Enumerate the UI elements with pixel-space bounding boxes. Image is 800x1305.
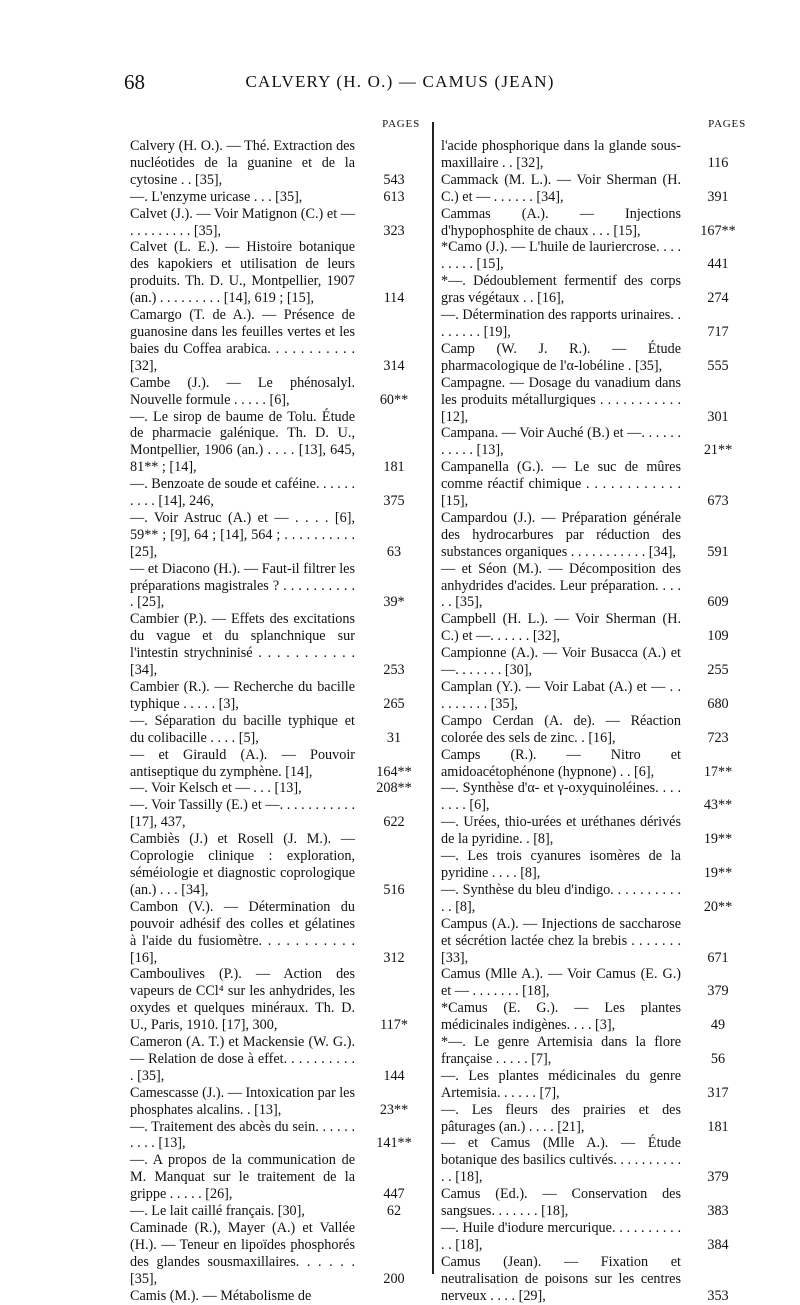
index-entry [441, 1135, 746, 1186]
index-entry [441, 206, 746, 240]
entry-page: 200 [383, 1270, 405, 1287]
entry-text: Camboulives (P.). — Action des vapeurs de CCl⁴ sur les anhydrides, les oxydes et quelques minéraux. Th. D. U., Paris, 1910. [17], 300, [130, 966, 355, 1034]
entry-text: Cambiès (J.) et Rosell (J. M.). — Coprologie clinique : exploration, séméiologie et diagnostic coprologique (an.) . . . [34], [130, 831, 355, 898]
entry-text: *Camo (J.). — L'huile de lauriercrose. . . . . . . . . [15], [441, 239, 681, 273]
index-entry [130, 1034, 420, 1085]
index-entry [441, 1068, 746, 1102]
entry-page: 613 [383, 188, 405, 205]
entry-page: 23** [379, 1101, 409, 1118]
pages-header [441, 118, 746, 138]
index-entry [130, 966, 420, 1034]
entry-text: Calvery (H. O.). — Thé. Extraction des nucléotides de la guanine et de la cytosine . . [35], [130, 138, 355, 188]
index-entry [441, 679, 746, 713]
index-entry [441, 561, 746, 612]
entry-text: Campus (A.). — Injections de saccharose et sécrétion lactée chez la brebis . . . . . . . [33], [441, 915, 681, 966]
index-entry [130, 138, 420, 189]
entry-page: 109 [707, 628, 729, 645]
entry-page: 141** [376, 1135, 412, 1152]
entry-page: 117* [380, 1017, 408, 1034]
index-entry [130, 831, 420, 899]
entry-text: — et Diacono (H.). — Faut-il filtrer les préparations magistrales ? . . . . . . . . . . . [25], [130, 560, 355, 611]
index-entry [130, 307, 420, 375]
index-entry [441, 307, 746, 341]
entry-page: 62 [386, 1203, 402, 1220]
index-entry [441, 138, 746, 172]
index-entry [441, 1254, 746, 1305]
entry-text: —. A propos de la communication de M. Manquat sur le traitement de la grippe . . . . . [26], [130, 1152, 355, 1203]
entry-page: 516 [383, 881, 405, 898]
entry-text: Cambier (R.). — Recherche du bacille typhique . . . . . [3], [130, 679, 355, 712]
index-entry [130, 510, 420, 561]
index-entry [130, 797, 420, 831]
index-entry [130, 239, 420, 307]
entry-text: Camp (W. J. R.). — Étude pharmacologique de l'α-lobéline . [35], [441, 340, 681, 374]
entry-text: —. Benzoate de soude et caféine. . . . . . . . . . [14], 246, [130, 476, 355, 510]
entry-page: 379 [707, 983, 729, 1000]
entry-text: —. Détermination des rapports urinaires. . . . . . . . [19], [441, 307, 681, 340]
index-entry [441, 239, 746, 273]
entry-page: 314 [383, 357, 405, 374]
entry-text: —. Séparation du bacille typhique et du colibacille . . . . [5], [130, 712, 355, 746]
entry-page: 56 [710, 1050, 726, 1067]
entry-text: Campardou (J.). — Préparation générale des hydrocarbures par réduction des substances organiques . . . . . . . . . . . [34], [441, 509, 681, 560]
entry-text: —. Traitement des abcès du sein. . . . . . . . . . [13], [130, 1118, 355, 1152]
entry-page: 379 [707, 1169, 729, 1186]
index-entry [130, 611, 420, 679]
entry-text: —. Voir Kelsch et — . . . [13], [130, 780, 302, 797]
entry-page: 274 [707, 290, 729, 307]
entry-text: Calvet (L. E.). — Histoire botanique des kapokiers et utilisation de leurs produits. Th. D. U., Montpellier, 1907 (an.) . . . . . . . . . [14], 619 ; [15], [130, 239, 355, 307]
entry-text: Camps (R.). — Nitro et amidoacétophénone (hypnone) . . [6], [441, 746, 681, 780]
entry-page: 43** [703, 797, 733, 814]
entry-text: Caminade (R.), Mayer (A.) et Vallée (H.). — Teneur en lipoïdes phosphorés des glandes sousmaxillaires. . . . . . [35], [130, 1220, 355, 1287]
entry-page: 555 [707, 357, 729, 374]
index-entry [130, 1203, 420, 1220]
left-column [130, 118, 420, 1305]
entry-page: 265 [383, 695, 405, 712]
entry-page: 167** [700, 222, 736, 239]
entry-text: —. Voir Astruc (A.) et — . . . . [6], 59** ; [9], 64 ; [14], 564 ; . . . . . . . . . . [25], [130, 509, 355, 560]
entry-text: Campbell (H. L.). — Voir Sherman (H. C.) et —. . . . . . [32], [441, 611, 681, 645]
entry-text: —. Huile d'iodure mercurique. . . . . . . . . . . . [18], [441, 1220, 681, 1253]
index-entry [441, 882, 746, 916]
entry-text: Cammas (A.). — Injections d'hypophosphite de chaux . . . [15], [441, 205, 681, 239]
running-head: CALVERY (H. O.) — CAMUS (JEAN) [245, 72, 555, 91]
entry-page: 723 [707, 729, 729, 746]
entry-page: 673 [707, 493, 729, 510]
entry-text: Cammack (M. L.). — Voir Sherman (H. C.) et — . . . . . . [34], [441, 171, 681, 205]
entry-page: 60** [379, 391, 409, 408]
index-entry [130, 899, 420, 967]
index-entry [130, 206, 420, 240]
entry-text: Campanella (G.). — Le suc de mûres comme réactif chimique . . . . . . . . . . . . [15], [441, 459, 681, 510]
entry-text: Campagne. — Dosage du vanadium dans les produits métallurgiques . . . . . . . . . . . [12], [441, 374, 681, 425]
entry-page: 383 [707, 1203, 729, 1220]
entry-text: *—. Le genre Artemisia dans la flore française . . . . . [7], [441, 1034, 681, 1067]
entry-page: 63 [386, 543, 402, 560]
index-entry [441, 425, 746, 459]
entry-page: 717 [707, 323, 729, 340]
index-entry [441, 848, 746, 882]
entry-page: 391 [707, 188, 729, 205]
entry-text: —. Synthèse du bleu d'indigo. . . . . . . . . . . . [8], [441, 881, 681, 915]
index-entry [441, 966, 746, 1000]
entry-page: 144 [383, 1067, 405, 1084]
entry-text: Campionne (A.). — Voir Busacca (A.) et —. . . . . . . [30], [441, 645, 681, 679]
index-entry [130, 747, 420, 781]
entry-page: 181 [383, 459, 405, 476]
index-entry [441, 1220, 746, 1254]
index-entry [130, 1119, 420, 1153]
index-entry [441, 341, 746, 375]
entry-text: —. Les fleurs des prairies et des pâturages (an.) . . . . [21], [441, 1101, 681, 1135]
pages-label: PAGES [708, 118, 746, 130]
index-entry [130, 713, 420, 747]
entry-page: 317 [707, 1084, 729, 1101]
entry-page: 301 [707, 408, 729, 425]
entry-text: Camis (M.). — Métabolisme de [130, 1287, 312, 1304]
entry-text: —. Voir Tassilly (E.) et —. . . . . . . . . . . [17], 437, [130, 797, 355, 831]
entry-page: 114 [383, 290, 405, 307]
entry-text: Camus (Mlle A.). — Voir Camus (E. G.) et — . . . . . . . [18], [441, 966, 681, 1000]
entry-page: 680 [707, 695, 729, 712]
entry-text: Cambier (P.). — Effets des excitations du vague et du splanchnique sur l'intestin strychninisé . . . . . . . . . . . [34], [130, 611, 355, 679]
index-entry [130, 476, 420, 510]
entry-text: Campana. — Voir Auché (B.) et —. . . . . . . . . . . [13], [441, 425, 681, 459]
index-entry [441, 375, 746, 426]
entry-text: *—. Dédoublement fermentif des corps gras végétaux . . [16], [441, 273, 681, 307]
entry-page: 31 [386, 729, 402, 746]
entry-text: Camargo (T. de A.). — Présence de guanosine dans les feuilles vertes et les baies du Coffea arabica. . . . . . . . . . . [32], [130, 307, 355, 374]
entry-page: 312 [383, 949, 405, 966]
entry-page: 609 [707, 594, 729, 611]
entry-text: Camus (Jean). — Fixation et neutralisation de poisons sur les centres nerveux . . . . [29], [441, 1253, 681, 1304]
index-entry [441, 814, 746, 848]
index-entry [130, 561, 420, 612]
index-entry [441, 459, 746, 510]
entry-text: l'acide phosphorique dans la glande sous-maxillaire . . [32], [441, 138, 681, 171]
entry-page: 181 [707, 1118, 729, 1135]
index-entry [130, 1085, 420, 1119]
entry-text: *Camus (E. G.). — Les plantes médicinales indigènes. . . . [3], [441, 1000, 681, 1034]
entry-page: 21** [703, 442, 733, 459]
entry-text: —. Synthèse d'α- et γ-oxyquinoléines. . . . . . . . [6], [441, 780, 681, 814]
entry-page: 375 [383, 493, 405, 510]
index-entry [441, 1102, 746, 1136]
right-column [441, 118, 746, 1305]
entry-page: 39* [383, 594, 405, 611]
entry-text: —. Le lait caillé français. [30], [130, 1203, 305, 1220]
entry-page: 384 [707, 1236, 729, 1253]
entry-page: 671 [707, 949, 729, 966]
entry-text: —. Urées, thio-urées et uréthanes dérivés de la pyridine. . [8], [441, 814, 681, 848]
pages-label: PAGES [382, 118, 420, 130]
index-entry [441, 1186, 746, 1220]
entry-page: 49 [710, 1017, 726, 1034]
page-header [0, 70, 800, 94]
entry-text: Cambon (V.). — Détermination du pouvoir adhésif des colles et gélatines à l'aide du fusiomètre. . . . . . . . . . . [16], [130, 898, 355, 966]
entry-page: 255 [707, 662, 729, 679]
entry-page: 591 [707, 543, 729, 560]
index-entry [130, 1288, 420, 1305]
index-entry [441, 713, 746, 747]
entry-text: —. Les plantes médicinales du genre Artemisia. . . . . . [7], [441, 1067, 681, 1101]
entry-page: 116 [707, 154, 729, 171]
index-entry [441, 747, 746, 781]
entry-text: Camus (Ed.). — Conservation des sangsues. . . . . . . [18], [441, 1186, 681, 1220]
index-entry [441, 916, 746, 967]
entry-page: 19** [703, 831, 733, 848]
entry-text: —. Les trois cyanures isomères de la pyridine . . . . [8], [441, 848, 681, 881]
index-entry [130, 409, 420, 477]
index-entry [441, 780, 746, 814]
entry-page: 622 [383, 814, 405, 831]
entry-text: — et Séon (M.). — Décomposition des anhydrides d'acides. Leur préparation. . . . . . [35], [441, 560, 681, 611]
page-number: 68 [124, 70, 145, 94]
entry-text: Cameron (A. T.) et Mackensie (W. G.). — Relation de dose à effet. . . . . . . . . . . [35], [130, 1034, 355, 1084]
index-entry [130, 1220, 420, 1288]
entry-page: 441 [707, 256, 729, 273]
entry-page: 19** [703, 864, 733, 881]
entry-text: — et Camus (Mlle A.). — Étude botanique des basilics cultivés. . . . . . . . . . . . [18], [441, 1135, 681, 1186]
entry-page: 20** [703, 898, 733, 915]
entry-text: — et Girauld (A.). — Pouvoir antiseptique du zymphène. [14], [130, 746, 355, 780]
entry-page: 208** [376, 780, 412, 797]
index-entry [130, 780, 420, 797]
entry-page: 543 [383, 171, 405, 188]
index-entry [441, 1034, 746, 1068]
entry-page: 253 [383, 662, 405, 679]
entry-text: Calvet (J.). — Voir Matignon (C.) et — . . . . . . . . . [35], [130, 205, 355, 239]
index-entry [130, 1152, 420, 1203]
entry-page: 17** [703, 763, 733, 780]
index-entry [441, 1000, 746, 1034]
entry-text: —. L'enzyme uricase . . . [35], [130, 188, 303, 205]
index-entry [130, 375, 420, 409]
index-entry [441, 172, 746, 206]
entry-text: Cambe (J.). — Le phénosalyl. Nouvelle formule . . . . . [6], [130, 374, 355, 408]
entry-text: Camplan (Y.). — Voir Labat (A.) et — . . . . . . . . . [35], [441, 679, 681, 712]
index-entry [441, 611, 746, 645]
index-entry [441, 645, 746, 679]
entry-page: 447 [383, 1186, 405, 1203]
column-divider [432, 122, 434, 1274]
entry-page: 323 [383, 222, 405, 239]
entry-text: Campo Cerdan (A. de). — Réaction colorée des sels de zinc. . [16], [441, 712, 681, 746]
pages-header [130, 118, 420, 138]
index-entry [441, 510, 746, 561]
entry-text: Camescasse (J.). — Intoxication par les phosphates alcalins. . [13], [130, 1084, 355, 1118]
entry-page: 164** [376, 763, 412, 780]
index-entry [130, 189, 420, 206]
index-entry [441, 273, 746, 307]
entry-page: 353 [707, 1287, 729, 1304]
entry-text: —. Le sirop de baume de Tolu. Étude de pharmacie galénique. Th. D. U., Montpellier, 1906 (an.) . . . . [13], 645, 81** ; [14], [130, 408, 355, 476]
index-entry [130, 679, 420, 713]
